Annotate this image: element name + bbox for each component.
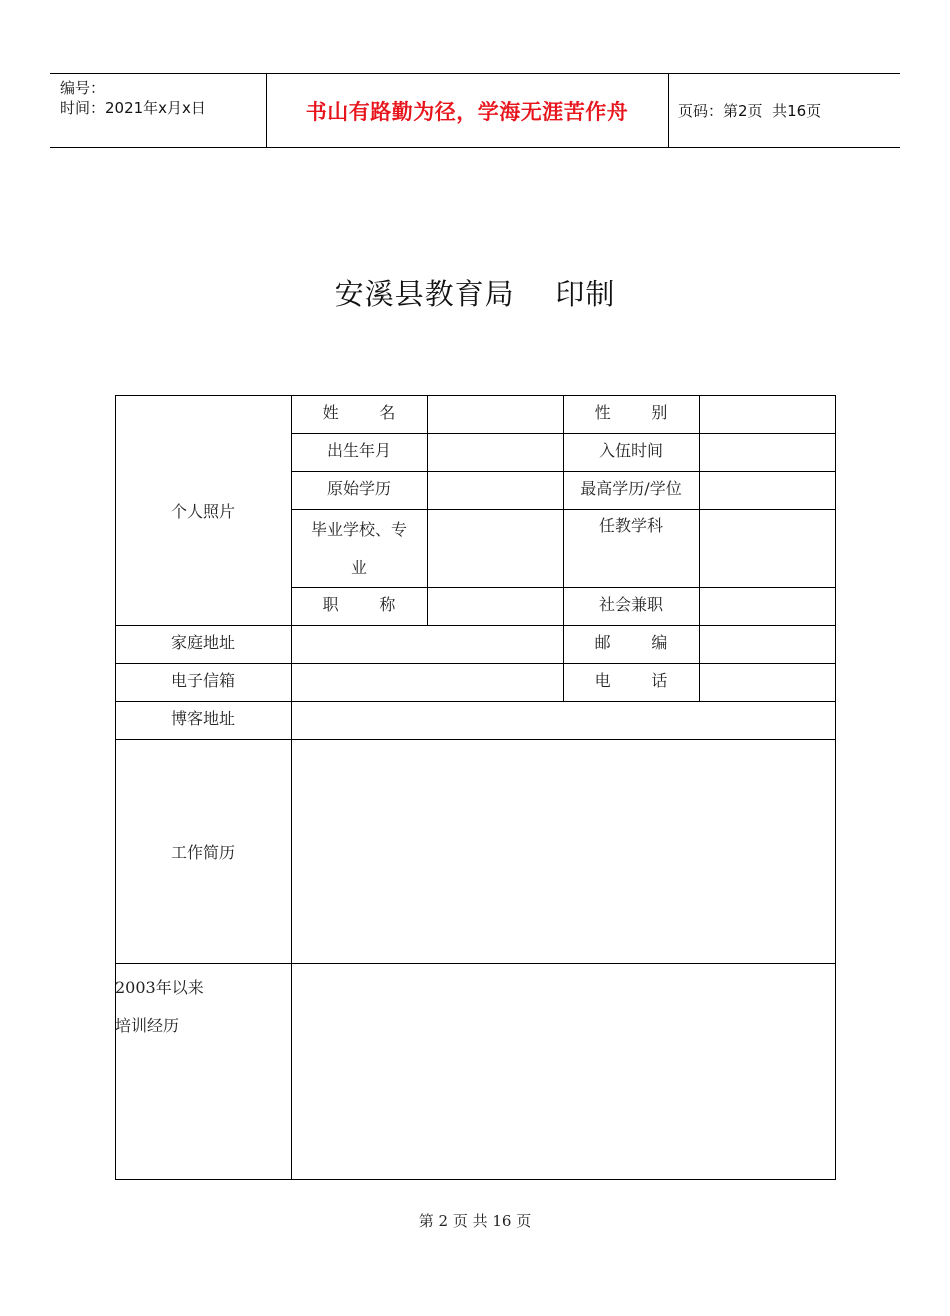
birth-field[interactable]: [427, 433, 563, 471]
page-footer: 第 2 页 共 16 页: [418, 1212, 532, 1230]
photo-cell: 个人照片: [170, 501, 235, 521]
blog-address-label: 博客地址: [170, 708, 235, 728]
work-history-label: 工作简历: [170, 842, 235, 862]
page-info: 页码：第2页 共16页: [678, 102, 822, 120]
school-major-label: [291, 511, 427, 587]
header-divider: [668, 74, 669, 147]
page-title: 安溪县教育局 印制: [334, 277, 616, 311]
school-major-line2: 业: [350, 558, 367, 577]
school-major-line1: 毕业学校、专: [310, 520, 407, 539]
highest-education-label: 最高学历/学位: [580, 478, 682, 498]
enlist-label: 入伍时间: [598, 440, 663, 460]
time-label: 时间：2021年x月x日: [60, 99, 206, 117]
name-field[interactable]: [427, 395, 563, 433]
highest-education-field[interactable]: [699, 471, 835, 509]
postcode-label: 邮 编: [594, 632, 668, 652]
email-label: 电子信箱: [170, 670, 235, 690]
document-header: [50, 73, 900, 148]
training-history-label: [115, 967, 291, 1047]
blog-address-field[interactable]: [291, 701, 835, 739]
social-position-label: 社会兼职: [598, 594, 663, 614]
name-label: 姓 名: [322, 402, 396, 422]
training-history-field[interactable]: [291, 963, 835, 1179]
gender-field[interactable]: [699, 395, 835, 433]
work-history-field[interactable]: [291, 739, 835, 963]
home-address-label: 家庭地址: [170, 632, 235, 652]
training-label-line2: 培训经历: [115, 1016, 180, 1035]
table-line: [835, 395, 836, 1180]
motto-text: 书山有路勤为径，学海无涯苦作舟: [305, 99, 629, 124]
gender-label: 性 别: [594, 402, 668, 422]
phone-label: 电 话: [594, 670, 668, 690]
enlist-field[interactable]: [699, 433, 835, 471]
subject-label: 任教学科: [598, 516, 663, 535]
postcode-field[interactable]: [699, 625, 835, 663]
home-address-field[interactable]: [291, 625, 563, 663]
email-field[interactable]: [291, 663, 563, 701]
header-meta: [60, 78, 206, 118]
job-title-field[interactable]: [427, 587, 563, 625]
school-major-field[interactable]: [427, 509, 563, 587]
job-title-label: 职 称: [322, 594, 396, 614]
phone-field[interactable]: [699, 663, 835, 701]
birth-label: 出生年月: [326, 440, 391, 460]
original-education-label: 原始学历: [326, 478, 391, 498]
training-label-line1: 2003年以来: [115, 978, 204, 997]
table-line: [115, 1179, 836, 1180]
personal-info-form: [115, 395, 836, 1180]
original-education-field[interactable]: [427, 471, 563, 509]
subject-field[interactable]: [699, 509, 835, 587]
number-label: 编号：: [60, 79, 106, 97]
social-position-field[interactable]: [699, 587, 835, 625]
